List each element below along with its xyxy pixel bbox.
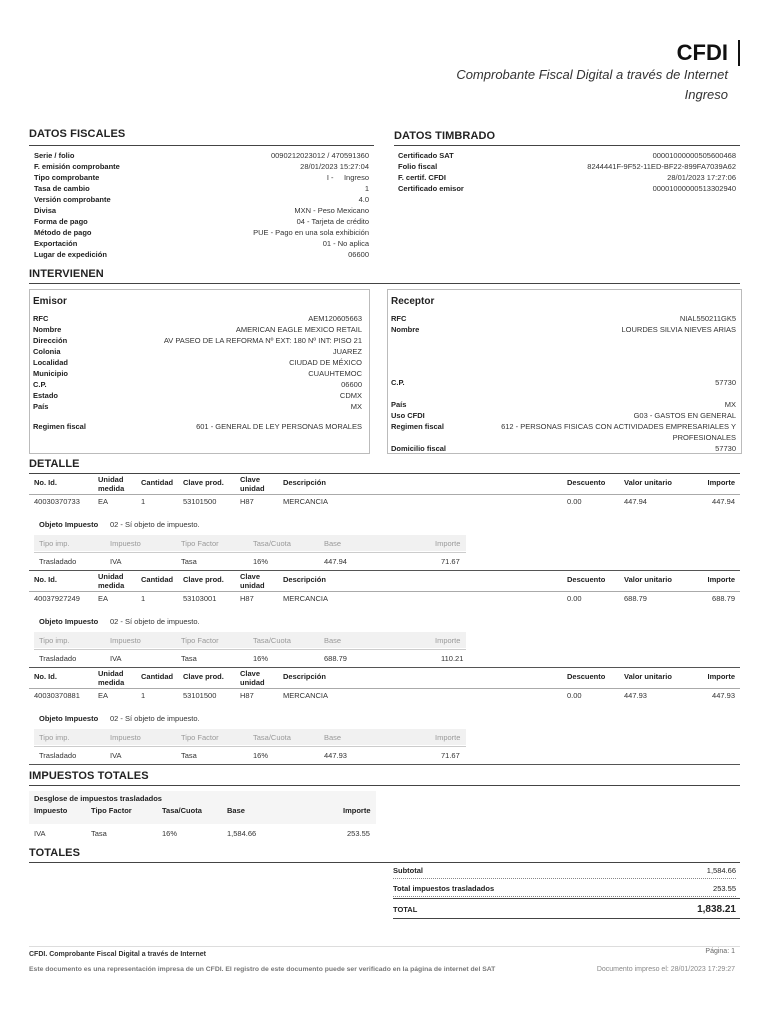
tax-cell-tasa: 16%: [253, 654, 269, 663]
datos-fiscales-list: [34, 150, 369, 260]
cell-importe: 447.93: [712, 691, 735, 700]
imp-cell: Tasa: [91, 829, 107, 838]
kv-row: [34, 249, 369, 260]
receptor-list-3: [391, 399, 736, 454]
tax-col-importe: Importe: [435, 636, 461, 645]
kv-key: Tipo comprobante: [34, 173, 100, 182]
objeto-impuesto-value: 02 - Sí objeto de impuesto.: [110, 617, 200, 626]
col-valor-unitario: Valor unitario: [624, 575, 672, 584]
col-cantidad: Cantidad: [141, 478, 174, 487]
kv-key: Dirección: [33, 336, 68, 345]
item-divider: [29, 570, 740, 571]
kv-row: [398, 161, 736, 172]
tax-col-impuesto: Impuesto: [110, 636, 141, 645]
col-descuento: Descuento: [567, 575, 606, 584]
section-title-datos-fiscales: DATOS FISCALES: [29, 128, 126, 140]
col-no-id: No. Id.: [34, 672, 57, 681]
total-row: [393, 902, 736, 916]
imp-col-importe: Importe: [343, 806, 371, 815]
tax-cell-importe: 71.67: [441, 557, 460, 566]
cell-no-id: 40037927249: [34, 594, 80, 603]
kv-value: 8244441F-9F52-11ED-BF22-899FA7039A62: [587, 162, 736, 171]
footer-divider: [29, 946, 740, 947]
impuestos-label: Total impuestos trasladados: [393, 884, 495, 893]
tax-col-impuesto: Impuesto: [110, 539, 141, 548]
kv-value: MX: [350, 402, 362, 411]
kv-row: [391, 421, 736, 432]
tax-header-bg: [34, 632, 466, 648]
cell-no-id: 40030370733: [34, 497, 80, 506]
title-bar: [738, 40, 740, 66]
kv-key: Nombre: [33, 325, 62, 334]
tax-col-tipo-imp: Tipo imp.: [39, 636, 70, 645]
kv-row: [391, 443, 736, 454]
kv-value: 1: [364, 184, 369, 193]
cell-descripcion: MERCANCIA: [283, 497, 329, 506]
impuestos-subtitle: Desglose de impuestos trasladados: [34, 794, 162, 803]
section-title-impuestos-totales: IMPUESTOS TOTALES: [29, 770, 149, 782]
section-divider: [29, 862, 740, 863]
tax-cell-base: 447.93: [324, 751, 347, 760]
kv-value: MX: [724, 400, 736, 409]
kv-key: Lugar de expedición: [34, 250, 107, 259]
total-label: TOTAL: [393, 904, 418, 914]
kv-row: [34, 205, 369, 216]
kv-value: 06600: [341, 380, 362, 389]
tax-divider: [34, 552, 466, 553]
kv-key: Tasa de cambio: [34, 184, 90, 193]
kv-value: AEM120605663: [308, 314, 362, 323]
impuestos-value: 253.55: [713, 884, 736, 893]
kv-row: [33, 379, 362, 390]
kv-key: Regimen fiscal: [391, 422, 444, 431]
kv-value: CUAUHTEMOC: [308, 369, 362, 378]
imp-cell: IVA: [34, 829, 46, 838]
col-unidad-medida: Unidad medida: [98, 475, 125, 493]
tax-cell-base: 688.79: [324, 654, 347, 663]
kv-value: 4.0: [358, 195, 369, 204]
imp-col-impuesto: Impuesto: [34, 806, 68, 815]
col-cantidad: Cantidad: [141, 575, 174, 584]
tax-col-impuesto: Impuesto: [110, 733, 141, 742]
cell-unidad: EA: [98, 691, 109, 700]
cell-valor-unitario: 447.93: [624, 691, 647, 700]
receptor-list: [391, 313, 736, 335]
kv-row: [34, 150, 369, 161]
tax-cell-impuesto: IVA: [110, 654, 122, 663]
tax-cell-impuesto: IVA: [110, 751, 122, 760]
kv-row: [33, 313, 362, 324]
kv-value: LOURDES SILVIA NIEVES ARIAS: [621, 325, 736, 334]
cell-unidad: EA: [98, 594, 109, 603]
section-title-totales: TOTALES: [29, 847, 81, 859]
kv-row: [391, 432, 736, 443]
objeto-impuesto-value: 02 - Sí objeto de impuesto.: [110, 520, 200, 529]
page-number: Página: 1: [705, 948, 735, 955]
imp-col-tipo-factor: Tipo Factor: [91, 806, 132, 815]
kv-key: País: [33, 402, 49, 411]
cell-cantidad: 1: [141, 497, 146, 506]
kv-value: PUE - Pago en una sola exhibición: [253, 228, 369, 237]
imp-cell: 1,584.66: [227, 829, 257, 838]
cell-clave-unidad: H87: [240, 594, 254, 603]
kv-row: [398, 150, 736, 161]
col-descripcion: Descripción: [283, 672, 326, 681]
row-divider: [29, 591, 740, 592]
emisor-title: Emisor: [33, 296, 67, 307]
row-divider: [29, 494, 740, 495]
kv-key: Estado: [33, 391, 59, 400]
kv-key: País: [391, 400, 407, 409]
col-unidad-medida: Unidad medida: [98, 669, 125, 687]
tax-col-tipo-imp: Tipo imp.: [39, 733, 70, 742]
total-divider-bottom: [393, 918, 740, 919]
cell-descuento: 0.00: [567, 691, 582, 700]
kv-row: [33, 421, 362, 432]
tax-col-tipo-imp: Tipo imp.: [39, 539, 70, 548]
kv-value: PROFESIONALES: [672, 433, 736, 442]
col-clave-unidad: Clave unidad: [240, 572, 265, 590]
item-divider: [29, 667, 740, 668]
col-descripcion: Descripción: [283, 575, 326, 584]
kv-row: [34, 161, 369, 172]
tax-col-base: Base: [324, 733, 342, 742]
item-divider: [29, 764, 740, 765]
col-no-id: No. Id.: [34, 478, 57, 487]
kv-row: [34, 227, 369, 238]
objeto-impuesto-label: Objeto Impuesto: [39, 714, 99, 723]
col-clave-prod: Clave prod.: [183, 478, 224, 487]
kv-key: RFC: [33, 314, 49, 323]
total-divider-top: [393, 898, 740, 899]
col-importe: Importe: [707, 478, 735, 487]
impuestos-row: [393, 884, 736, 897]
kv-value: 612 - PERSONAS FISICAS CON ACTIVIDADES EMPRESARIALES Y: [501, 422, 736, 431]
kv-key: Método de pago: [34, 228, 92, 237]
imp-row-bg: [29, 824, 376, 843]
kv-row: [34, 194, 369, 205]
col-clave-prod: Clave prod.: [183, 672, 224, 681]
tax-col-base: Base: [324, 539, 342, 548]
imp-cell: 253.55: [347, 829, 370, 838]
kv-value: 57730: [715, 378, 736, 387]
kv-key: Certificado emisor: [398, 184, 464, 193]
datos-timbrado-list: [398, 150, 736, 194]
emisor-regimen: [33, 421, 362, 432]
tax-col-tasa-cuota: Tasa/Cuota: [253, 636, 291, 645]
tax-cell-impuesto: IVA: [110, 557, 122, 566]
kv-value: 28/01/2023 17:27:06: [667, 173, 736, 182]
section-divider: [29, 283, 740, 284]
kv-value: CIUDAD DE MÉXICO: [289, 358, 362, 367]
kv-row: [33, 324, 362, 335]
kv-value: 04 - Tarjeta de crédito: [296, 217, 369, 226]
cell-unidad: EA: [98, 497, 109, 506]
tax-cell-base: 447.94: [324, 557, 347, 566]
cell-clave-prod: 53101500: [183, 497, 217, 506]
col-importe: Importe: [707, 672, 735, 681]
kv-key: Localidad: [33, 358, 69, 367]
section-divider: [29, 785, 740, 786]
kv-value: 01 - No aplica: [322, 239, 369, 248]
cell-valor-unitario: 447.94: [624, 497, 647, 506]
emisor-list: [33, 313, 362, 412]
tax-header-bg: [34, 535, 466, 551]
kv-key: F. emisión comprobante: [34, 162, 120, 171]
tax-cell-importe: 110.21: [441, 654, 464, 663]
cell-descripcion: MERCANCIA: [283, 691, 329, 700]
kv-key: Domicilio fiscal: [391, 444, 447, 453]
receptor-title: Receptor: [391, 296, 435, 307]
kv-row: [391, 377, 736, 388]
col-unidad-medida: Unidad medida: [98, 572, 125, 590]
kv-row: [391, 399, 736, 410]
kv-key: Nombre: [391, 325, 420, 334]
row-divider: [29, 688, 740, 689]
objeto-impuesto-value: 02 - Sí objeto de impuesto.: [110, 714, 200, 723]
col-descuento: Descuento: [567, 672, 606, 681]
cell-descripcion: MERCANCIA: [283, 594, 329, 603]
imp-col-tasa: Tasa/Cuota: [162, 806, 202, 815]
col-importe: Importe: [707, 575, 735, 584]
col-valor-unitario: Valor unitario: [624, 672, 672, 681]
kv-key: Divisa: [34, 206, 57, 215]
cell-descuento: 0.00: [567, 497, 582, 506]
col-valor-unitario: Valor unitario: [624, 478, 672, 487]
kv-value: 57730: [715, 444, 736, 453]
section-title-datos-timbrado: DATOS TIMBRADO: [394, 130, 496, 142]
kv-value: G03 - GASTOS EN GENERAL: [633, 411, 736, 420]
kv-value: JUAREZ: [332, 347, 362, 356]
kv-value: NIAL550211GK5: [679, 314, 736, 323]
kv-value: I - Ingreso: [326, 173, 369, 182]
kv-key: F. certif. CFDI: [398, 173, 446, 182]
kv-key: C.P.: [33, 380, 47, 389]
section-divider: [394, 145, 740, 146]
kv-value: 00001000000505600468: [652, 151, 736, 160]
kv-row: [398, 183, 736, 194]
col-clave-unidad: Clave unidad: [240, 475, 265, 493]
kv-key: Exportación: [34, 239, 78, 248]
document-type: Ingreso: [684, 87, 728, 102]
total-value: 1,838.21: [697, 903, 736, 915]
kv-value: 0090212023012 / 470591360: [270, 151, 369, 160]
kv-row: [33, 335, 362, 346]
cell-cantidad: 1: [141, 594, 146, 603]
tax-cell-tasa: 16%: [253, 751, 269, 760]
kv-value: AV PASEO DE LA REFORMA Nº EXT: 180 Nº INT: PISO 21: [163, 336, 362, 345]
col-no-id: No. Id.: [34, 575, 57, 584]
tax-cell-tipo: Trasladado: [39, 751, 77, 760]
cell-importe: 447.94: [712, 497, 735, 506]
tax-col-tasa-cuota: Tasa/Cuota: [253, 733, 291, 742]
tax-cell-tasa: 16%: [253, 557, 269, 566]
kv-key: C.P.: [391, 378, 405, 387]
document-subtitle: Comprobante Fiscal Digital a través de Internet: [456, 67, 728, 82]
section-divider: [29, 473, 740, 474]
section-title-detalle: DETALLE: [29, 458, 80, 470]
col-descripcion: Descripción: [283, 478, 326, 487]
tax-col-tasa-cuota: Tasa/Cuota: [253, 539, 291, 548]
col-clave-unidad: Clave unidad: [240, 669, 265, 687]
kv-row: [34, 238, 369, 249]
printed-date: Documento impreso el: 28/01/2023 17:29:27: [596, 966, 735, 973]
kv-row: [33, 357, 362, 368]
kv-row: [33, 390, 362, 401]
footer-disclaimer: Este documento es una representación impresa de un CFDI. El registro de este documento puede ser verificado en la página de internet del SAT: [29, 966, 496, 973]
cell-cantidad: 1: [141, 691, 146, 700]
kv-key: Versión comprobante: [34, 195, 111, 204]
kv-key: Regimen fiscal: [33, 422, 86, 431]
kv-value: 06600: [348, 250, 369, 259]
cell-valor-unitario: 688.79: [624, 594, 647, 603]
objeto-impuesto-label: Objeto Impuesto: [39, 520, 99, 529]
tax-col-importe: Importe: [435, 733, 461, 742]
imp-cell: 16%: [162, 829, 178, 838]
subtotal-value: 1,584.66: [706, 866, 736, 875]
section-divider: [29, 145, 374, 146]
kv-key: Uso CFDI: [391, 411, 425, 420]
objeto-impuesto-label: Objeto Impuesto: [39, 617, 99, 626]
kv-value: 00001000000513302940: [652, 184, 736, 193]
cell-clave-prod: 53103001: [183, 594, 217, 603]
imp-col-base: Base: [227, 806, 245, 815]
kv-row: [34, 183, 369, 194]
kv-key: RFC: [391, 314, 407, 323]
kv-value: 28/01/2023 15:27:04: [300, 162, 369, 171]
tax-cell-tipo: Trasladado: [39, 654, 77, 663]
tax-divider: [34, 649, 466, 650]
tax-col-tipo-factor: Tipo Factor: [181, 539, 219, 548]
subtotal-label: Subtotal: [393, 866, 423, 875]
kv-value: MXN - Peso Mexicano: [294, 206, 369, 215]
kv-key: Folio fiscal: [398, 162, 438, 171]
kv-row: [398, 172, 736, 183]
kv-row: [34, 216, 369, 227]
cell-clave-prod: 53101500: [183, 691, 217, 700]
cell-clave-unidad: H87: [240, 691, 254, 700]
kv-row: [391, 410, 736, 421]
cell-no-id: 40030370881: [34, 691, 80, 700]
kv-row: [33, 346, 362, 357]
kv-value: AMERICAN EAGLE MEXICO RETAIL: [235, 325, 362, 334]
kv-row: [34, 172, 369, 183]
col-cantidad: Cantidad: [141, 672, 174, 681]
section-title-intervienen: INTERVIENEN: [29, 268, 104, 280]
cell-importe: 688.79: [712, 594, 735, 603]
tax-col-tipo-factor: Tipo Factor: [181, 733, 219, 742]
kv-key: Forma de pago: [34, 217, 88, 226]
col-descuento: Descuento: [567, 478, 606, 487]
tax-cell-importe: 71.67: [441, 751, 460, 760]
tax-header-bg: [34, 729, 466, 745]
tax-cell-tipo: Trasladado: [39, 557, 77, 566]
document-title: CFDI: [676, 40, 728, 65]
tax-divider: [34, 746, 466, 747]
kv-key: Colonia: [33, 347, 61, 356]
col-clave-prod: Clave prod.: [183, 575, 224, 584]
receptor-list-2: [391, 377, 736, 388]
tax-cell-factor: Tasa: [181, 751, 197, 760]
kv-row: [33, 368, 362, 379]
tax-col-base: Base: [324, 636, 342, 645]
tax-col-tipo-factor: Tipo Factor: [181, 636, 219, 645]
cell-descuento: 0.00: [567, 594, 582, 603]
cell-clave-unidad: H87: [240, 497, 254, 506]
kv-row: [391, 313, 736, 324]
kv-value: 601 - GENERAL DE LEY PERSONAS MORALES: [196, 422, 362, 431]
kv-key: Certificado SAT: [398, 151, 454, 160]
kv-row: [391, 324, 736, 335]
subtotal-row: [393, 866, 736, 879]
kv-row: [33, 401, 362, 412]
kv-key: Serie / folio: [34, 151, 75, 160]
tax-cell-factor: Tasa: [181, 654, 197, 663]
footer-title: CFDI. Comprobante Fiscal Digital a través de Internet: [29, 951, 206, 958]
tax-col-importe: Importe: [435, 539, 461, 548]
kv-key: Municipio: [33, 369, 68, 378]
kv-value: CDMX: [339, 391, 362, 400]
tax-cell-factor: Tasa: [181, 557, 197, 566]
